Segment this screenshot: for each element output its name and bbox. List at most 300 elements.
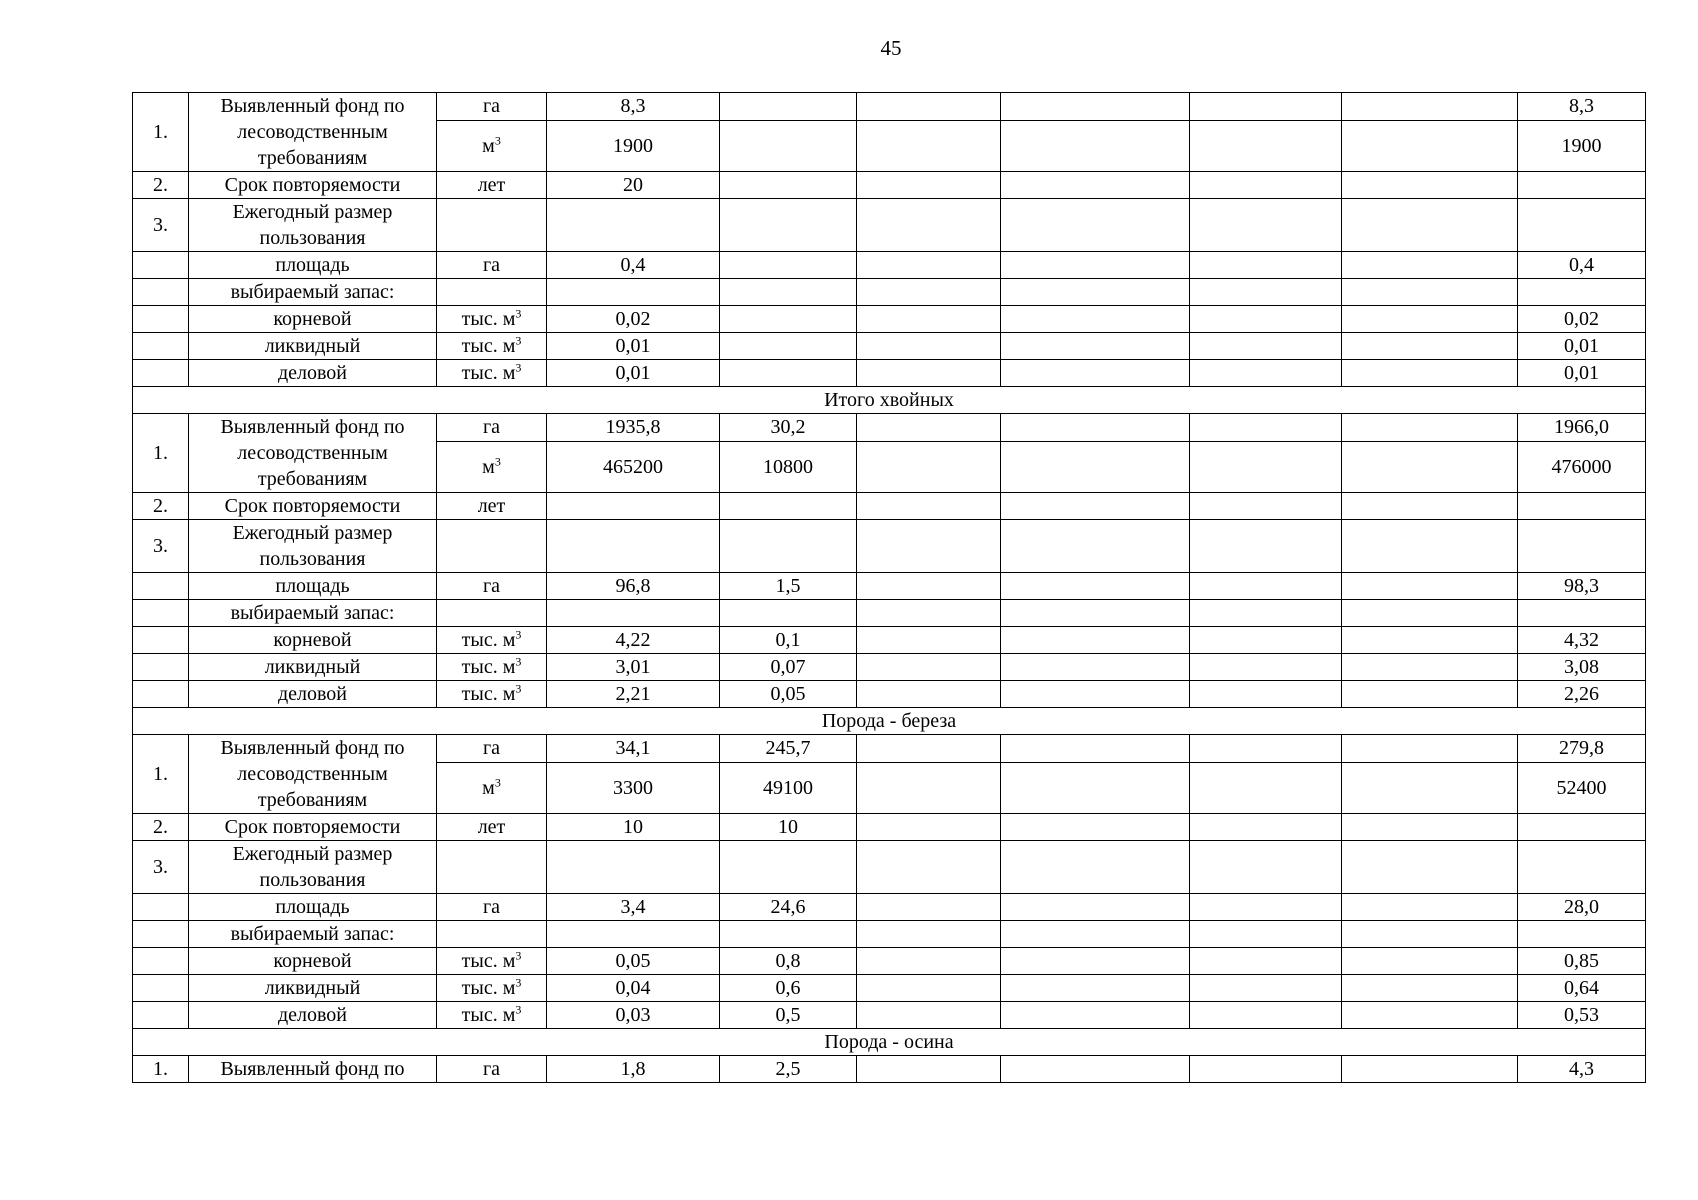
row-label: площадь xyxy=(275,575,350,597)
row-label: Срок повторяемости xyxy=(224,816,401,838)
value-cell: 49100 xyxy=(720,762,857,813)
value-cell xyxy=(857,681,1001,708)
empty-cell xyxy=(437,520,547,573)
empty-cell xyxy=(133,279,189,306)
value-cell xyxy=(1190,493,1342,520)
value-cell xyxy=(1342,172,1518,199)
value-cell: 476000 xyxy=(1518,441,1646,492)
value-cell xyxy=(1001,493,1190,520)
value-cell: 28,0 xyxy=(1518,894,1646,921)
table-row xyxy=(133,1056,1646,1083)
value-cell: 3300 xyxy=(547,762,720,813)
unit-text: тыс. м xyxy=(461,335,516,357)
annual-label xyxy=(189,520,437,573)
value-cell: 0,5 xyxy=(720,1002,857,1029)
unit-cell xyxy=(437,306,547,333)
value-cell xyxy=(1190,333,1342,360)
row-number: 2. xyxy=(133,493,189,520)
value-cell xyxy=(1342,894,1518,921)
table-row xyxy=(133,252,1646,279)
liquid-label xyxy=(189,975,437,1002)
row-label: площадь xyxy=(275,896,350,918)
empty-cell xyxy=(857,921,1001,948)
section-header: Итого хвойных xyxy=(133,387,1646,414)
value-cell: 96,8 xyxy=(547,573,720,600)
row-label: выбираемый запас: xyxy=(230,923,395,945)
empty-cell xyxy=(1518,600,1646,627)
fund-label: Выявленный фонд по лесоводственным требованиям xyxy=(189,93,437,172)
table-row xyxy=(133,279,1646,306)
value-cell xyxy=(1518,172,1646,199)
fund-label: Выявленный фонд по xyxy=(189,1056,437,1083)
unit-text: тыс. м xyxy=(461,1004,516,1026)
period-label xyxy=(189,814,437,841)
empty-cell xyxy=(547,921,720,948)
row-label: Ежегодный размер пользования xyxy=(232,201,393,249)
value-cell: 1,5 xyxy=(720,573,857,600)
value-cell: 1,8 xyxy=(547,1056,720,1083)
value-cell xyxy=(1342,441,1518,492)
unit-cell: га xyxy=(437,252,547,279)
row-number: 1. xyxy=(133,1056,189,1083)
table-row xyxy=(133,975,1646,1002)
unit-superscript: 3 xyxy=(515,681,522,696)
empty-cell xyxy=(133,948,189,975)
empty-cell xyxy=(547,520,720,573)
unit-cell xyxy=(437,333,547,360)
period-label xyxy=(189,493,437,520)
value-cell xyxy=(1342,1002,1518,1029)
unit-superscript: 3 xyxy=(494,454,501,469)
business-label xyxy=(189,360,437,387)
row-label: ликвидный xyxy=(264,335,361,357)
value-cell xyxy=(1342,93,1518,121)
root-label xyxy=(189,948,437,975)
empty-cell xyxy=(1190,600,1342,627)
empty-cell xyxy=(1342,520,1518,573)
forest-use-table xyxy=(132,92,1646,1083)
value-cell: 2,5 xyxy=(720,1056,857,1083)
value-cell xyxy=(1190,948,1342,975)
row-number: 2. xyxy=(133,814,189,841)
unit-text: тыс. м xyxy=(461,683,516,705)
empty-cell xyxy=(547,279,720,306)
business-label xyxy=(189,681,437,708)
empty-cell xyxy=(1001,600,1190,627)
value-cell xyxy=(1001,735,1190,763)
value-cell: 3,4 xyxy=(547,894,720,921)
value-cell: 0,01 xyxy=(547,333,720,360)
table-row xyxy=(133,520,1646,573)
value-cell xyxy=(1001,360,1190,387)
unit-cell: га xyxy=(437,573,547,600)
empty-cell xyxy=(857,841,1001,894)
value-cell xyxy=(1342,975,1518,1002)
value-cell: 0,07 xyxy=(720,654,857,681)
unit-text: тыс. м xyxy=(461,629,516,651)
value-cell xyxy=(1342,681,1518,708)
value-cell xyxy=(1190,762,1342,813)
stock-label xyxy=(189,600,437,627)
value-cell xyxy=(857,948,1001,975)
table-row xyxy=(133,573,1646,600)
value-cell xyxy=(1001,252,1190,279)
value-cell xyxy=(1190,627,1342,654)
value-cell xyxy=(1342,948,1518,975)
empty-cell xyxy=(1518,520,1646,573)
value-cell xyxy=(1342,762,1518,813)
value-cell xyxy=(857,493,1001,520)
value-cell: 0,53 xyxy=(1518,1002,1646,1029)
fund-label: Выявленный фонд по лесоводственным требованиям xyxy=(189,735,437,814)
value-cell: 0,02 xyxy=(547,306,720,333)
row-label: Ежегодный размер пользования xyxy=(232,522,393,570)
row-label: Срок повторяемости xyxy=(224,174,401,196)
value-cell xyxy=(1001,573,1190,600)
empty-cell xyxy=(133,975,189,1002)
value-cell: 1935,8 xyxy=(547,414,720,442)
unit-cell xyxy=(437,948,547,975)
stock-label xyxy=(189,921,437,948)
value-cell xyxy=(1190,1056,1342,1083)
value-cell xyxy=(1001,172,1190,199)
row-number: 3. xyxy=(133,841,189,894)
unit-cell: га xyxy=(437,735,547,763)
value-cell: 0,4 xyxy=(1518,252,1646,279)
value-cell xyxy=(857,306,1001,333)
value-cell xyxy=(857,252,1001,279)
value-cell xyxy=(1001,441,1190,492)
unit-cell xyxy=(437,120,547,171)
table-row xyxy=(133,681,1646,708)
empty-cell xyxy=(857,520,1001,573)
value-cell xyxy=(1001,93,1190,121)
row-number: 2. xyxy=(133,172,189,199)
empty-cell xyxy=(720,600,857,627)
area-label xyxy=(189,252,437,279)
unit-text: м xyxy=(482,134,495,157)
unit-cell: лет xyxy=(437,172,547,199)
value-cell: 0,04 xyxy=(547,975,720,1002)
table-row xyxy=(133,333,1646,360)
table-row xyxy=(133,841,1646,894)
value-cell: 3,01 xyxy=(547,654,720,681)
table-row xyxy=(133,93,1646,121)
empty-cell xyxy=(437,600,547,627)
liquid-label xyxy=(189,654,437,681)
table-row xyxy=(133,1002,1646,1029)
liquid-label xyxy=(189,333,437,360)
value-cell: 0,01 xyxy=(547,360,720,387)
value-cell xyxy=(1001,1056,1190,1083)
row-label: площадь xyxy=(275,254,350,276)
value-cell xyxy=(1001,948,1190,975)
unit-superscript: 3 xyxy=(515,1002,522,1017)
root-label xyxy=(189,306,437,333)
value-cell: 24,6 xyxy=(720,894,857,921)
unit-cell: га xyxy=(437,1056,547,1083)
empty-cell xyxy=(720,199,857,252)
value-cell: 3,08 xyxy=(1518,654,1646,681)
fund-label: Выявленный фонд по лесоводственным требованиям xyxy=(189,414,437,493)
value-cell: 0,85 xyxy=(1518,948,1646,975)
empty-cell xyxy=(1190,199,1342,252)
unit-superscript: 3 xyxy=(494,133,501,148)
value-cell xyxy=(1001,894,1190,921)
value-cell: 0,4 xyxy=(547,252,720,279)
stock-label xyxy=(189,279,437,306)
value-cell xyxy=(857,441,1001,492)
empty-cell xyxy=(133,360,189,387)
table-row xyxy=(133,387,1646,414)
value-cell: 2,26 xyxy=(1518,681,1646,708)
value-cell: 34,1 xyxy=(547,735,720,763)
value-cell xyxy=(720,493,857,520)
row-label: выбираемый запас: xyxy=(230,281,395,303)
value-cell xyxy=(1342,654,1518,681)
value-cell xyxy=(1190,1002,1342,1029)
period-label xyxy=(189,172,437,199)
empty-cell xyxy=(1342,921,1518,948)
row-label: деловой xyxy=(277,362,348,384)
value-cell xyxy=(857,1056,1001,1083)
value-cell: 8,3 xyxy=(1518,93,1646,121)
value-cell xyxy=(857,814,1001,841)
unit-superscript: 3 xyxy=(515,627,522,642)
value-cell: 10 xyxy=(720,814,857,841)
unit-cell xyxy=(437,441,547,492)
empty-cell xyxy=(133,1002,189,1029)
value-cell xyxy=(857,333,1001,360)
value-cell xyxy=(720,93,857,121)
empty-cell xyxy=(1342,199,1518,252)
value-cell: 52400 xyxy=(1518,762,1646,813)
value-cell: 98,3 xyxy=(1518,573,1646,600)
table-row xyxy=(133,360,1646,387)
value-cell xyxy=(1190,120,1342,171)
row-label: Ежегодный размер пользования xyxy=(232,843,393,891)
value-cell xyxy=(1342,735,1518,763)
value-cell: 10800 xyxy=(720,441,857,492)
empty-cell xyxy=(1190,520,1342,573)
empty-cell xyxy=(1518,921,1646,948)
unit-cell xyxy=(437,681,547,708)
annual-label xyxy=(189,841,437,894)
value-cell xyxy=(720,306,857,333)
value-cell xyxy=(1190,894,1342,921)
value-cell xyxy=(1342,493,1518,520)
unit-superscript: 3 xyxy=(494,775,501,790)
row-label: корневой xyxy=(273,308,352,330)
row-number: 1. xyxy=(133,735,189,814)
empty-cell xyxy=(720,921,857,948)
value-cell xyxy=(1342,414,1518,442)
table-row xyxy=(133,600,1646,627)
empty-cell xyxy=(1190,921,1342,948)
value-cell xyxy=(857,172,1001,199)
value-cell: 4,3 xyxy=(1518,1056,1646,1083)
empty-cell xyxy=(437,841,547,894)
section-header: Порода - осина xyxy=(133,1029,1646,1056)
unit-cell: лет xyxy=(437,493,547,520)
value-cell xyxy=(1518,493,1646,520)
value-cell: 1966,0 xyxy=(1518,414,1646,442)
empty-cell xyxy=(1001,279,1190,306)
value-cell xyxy=(1342,627,1518,654)
value-cell xyxy=(1001,333,1190,360)
section-header: Порода - береза xyxy=(133,708,1646,735)
value-cell xyxy=(857,654,1001,681)
unit-cell xyxy=(437,762,547,813)
value-cell xyxy=(857,735,1001,763)
value-cell xyxy=(1342,333,1518,360)
business-label xyxy=(189,1002,437,1029)
value-cell xyxy=(720,333,857,360)
unit-superscript: 3 xyxy=(515,654,522,669)
empty-cell xyxy=(133,306,189,333)
empty-cell xyxy=(1190,279,1342,306)
value-cell: 0,02 xyxy=(1518,306,1646,333)
empty-cell xyxy=(1518,279,1646,306)
value-cell xyxy=(720,360,857,387)
value-cell xyxy=(1190,414,1342,442)
value-cell: 0,01 xyxy=(1518,333,1646,360)
value-cell xyxy=(1190,573,1342,600)
value-cell xyxy=(1001,681,1190,708)
value-cell: 0,03 xyxy=(547,1002,720,1029)
table-row xyxy=(133,414,1646,442)
empty-cell xyxy=(133,600,189,627)
value-cell xyxy=(857,762,1001,813)
value-cell xyxy=(1342,1056,1518,1083)
value-cell xyxy=(1190,735,1342,763)
value-cell xyxy=(1001,814,1190,841)
row-number: 1. xyxy=(133,414,189,493)
area-label xyxy=(189,894,437,921)
unit-superscript: 3 xyxy=(515,306,522,321)
unit-cell: лет xyxy=(437,814,547,841)
unit-cell xyxy=(437,654,547,681)
value-cell xyxy=(857,894,1001,921)
unit-cell xyxy=(437,627,547,654)
value-cell xyxy=(720,172,857,199)
unit-text: тыс. м xyxy=(461,950,516,972)
row-label: ликвидный xyxy=(264,977,361,999)
unit-cell xyxy=(437,975,547,1002)
value-cell xyxy=(1001,975,1190,1002)
value-cell xyxy=(1190,93,1342,121)
unit-cell: га xyxy=(437,93,547,121)
annual-label xyxy=(189,199,437,252)
table-row xyxy=(133,199,1646,252)
unit-text: м xyxy=(482,455,495,478)
empty-cell xyxy=(1001,921,1190,948)
empty-cell xyxy=(547,841,720,894)
empty-cell xyxy=(1342,600,1518,627)
unit-cell xyxy=(437,360,547,387)
table-row xyxy=(133,654,1646,681)
value-cell: 4,32 xyxy=(1518,627,1646,654)
unit-text: тыс. м xyxy=(461,308,516,330)
row-label: Срок повторяемости xyxy=(224,495,401,517)
value-cell xyxy=(1342,573,1518,600)
row-number: 1. xyxy=(133,93,189,172)
value-cell xyxy=(1190,172,1342,199)
table-row xyxy=(133,735,1646,763)
value-cell xyxy=(857,120,1001,171)
empty-cell xyxy=(1001,199,1190,252)
unit-cell: га xyxy=(437,414,547,442)
empty-cell xyxy=(1342,279,1518,306)
value-cell xyxy=(1190,360,1342,387)
empty-cell xyxy=(133,252,189,279)
empty-cell xyxy=(1518,199,1646,252)
row-label: корневой xyxy=(273,950,352,972)
empty-cell xyxy=(1518,841,1646,894)
table-row xyxy=(133,814,1646,841)
value-cell xyxy=(1190,654,1342,681)
value-cell xyxy=(1190,306,1342,333)
empty-cell xyxy=(1001,520,1190,573)
value-cell xyxy=(1001,1002,1190,1029)
value-cell xyxy=(1190,681,1342,708)
empty-cell xyxy=(133,921,189,948)
value-cell xyxy=(857,414,1001,442)
value-cell: 245,7 xyxy=(720,735,857,763)
value-cell: 465200 xyxy=(547,441,720,492)
unit-text: м xyxy=(482,776,495,799)
empty-cell xyxy=(547,600,720,627)
empty-cell xyxy=(133,894,189,921)
value-cell xyxy=(1001,627,1190,654)
value-cell: 0,8 xyxy=(720,948,857,975)
row-label: деловой xyxy=(277,1004,348,1026)
value-cell: 30,2 xyxy=(720,414,857,442)
empty-cell xyxy=(133,573,189,600)
value-cell xyxy=(1342,252,1518,279)
empty-cell xyxy=(437,199,547,252)
value-cell: 0,05 xyxy=(720,681,857,708)
unit-cell: га xyxy=(437,894,547,921)
table-row xyxy=(133,921,1646,948)
value-cell xyxy=(1001,120,1190,171)
empty-cell xyxy=(133,627,189,654)
value-cell: 279,8 xyxy=(1518,735,1646,763)
page-number: 45 xyxy=(880,36,902,60)
value-cell: 0,6 xyxy=(720,975,857,1002)
value-cell: 10 xyxy=(547,814,720,841)
value-cell xyxy=(720,120,857,171)
value-cell xyxy=(1001,762,1190,813)
table-row xyxy=(133,627,1646,654)
table-row xyxy=(133,894,1646,921)
value-cell xyxy=(547,493,720,520)
row-label: корневой xyxy=(273,629,352,651)
empty-cell xyxy=(133,654,189,681)
value-cell: 0,05 xyxy=(547,948,720,975)
table-row xyxy=(133,948,1646,975)
empty-cell xyxy=(857,279,1001,306)
empty-cell xyxy=(857,600,1001,627)
value-cell: 8,3 xyxy=(547,93,720,121)
empty-cell xyxy=(1190,841,1342,894)
unit-superscript: 3 xyxy=(515,948,522,963)
table-row xyxy=(133,1029,1646,1056)
unit-cell xyxy=(437,1002,547,1029)
row-number: 3. xyxy=(133,520,189,573)
row-label: выбираемый запас: xyxy=(230,602,395,624)
value-cell xyxy=(1342,120,1518,171)
